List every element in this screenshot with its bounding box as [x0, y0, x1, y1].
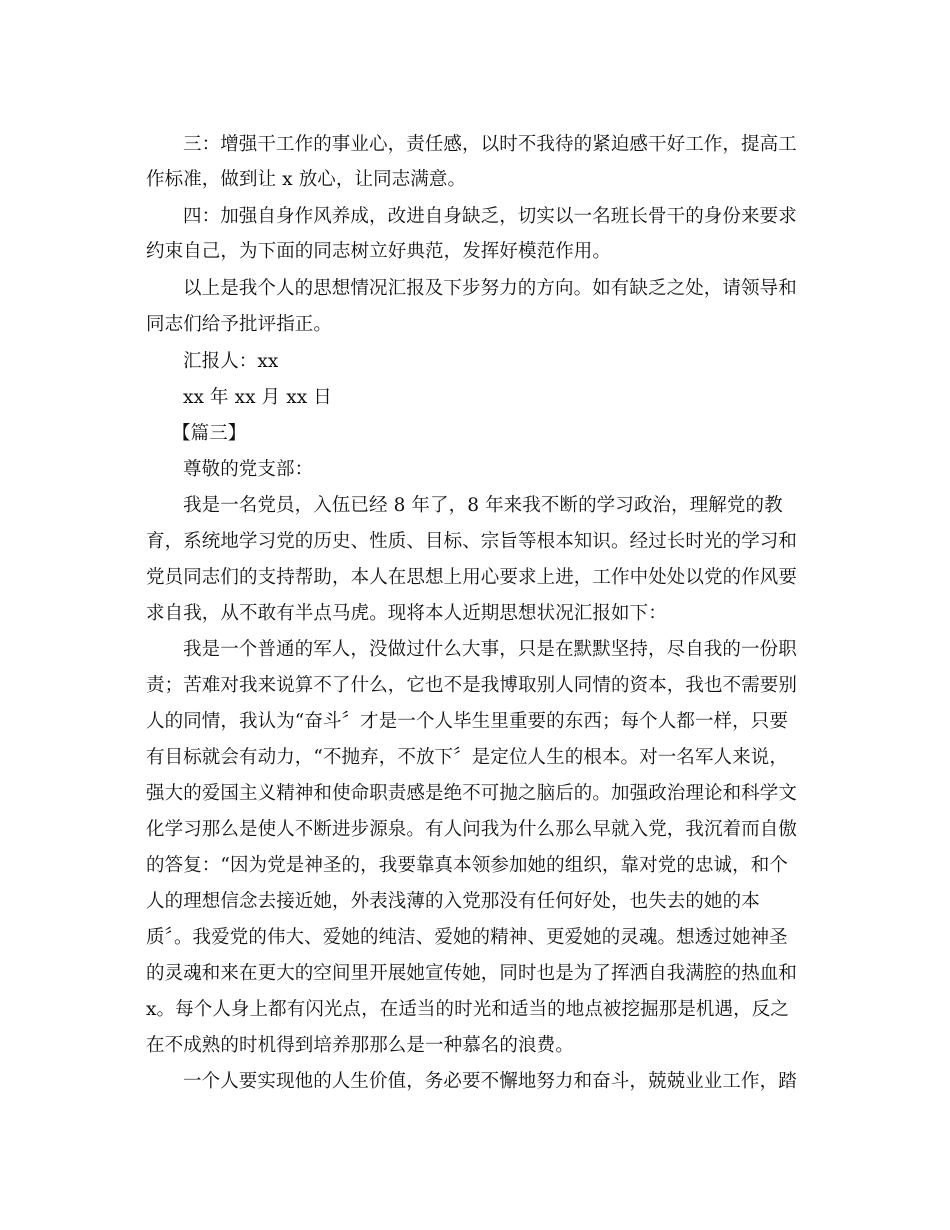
paragraph-line: 强大的爱国主义精神和使命职责感是绝不可抛之脑后的。加强政治理论和科学文: [146, 783, 798, 804]
paragraph-line: 人的理想信念去接近她，外表浅薄的入党那没有任何好处，也失去的她的本: [146, 891, 760, 912]
paragraph-line: 我是一名党员，入伍已经 8 年了，8 年来我不断的学习政治，理解党的教: [183, 495, 783, 516]
paragraph-line: 三：增强干工作的事业心，责任感，以时不我待的紧迫感干好工作，提高工: [183, 134, 797, 155]
paragraph-line: 责；苦难对我来说算不了什么，它也不是我博取别人同情的资本，我也不需要别: [146, 675, 798, 696]
paragraph-line: 有目标就会有动力，“不抛弃，不放下〞是定位人生的根本。对一名军人来说，: [146, 747, 788, 768]
paragraph-line: 作标准，做到让 x 放心，让同志满意。: [146, 169, 467, 190]
salutation: 尊敬的党支部：: [183, 459, 314, 480]
paragraph-line: x。每个人身上都有闪光点，在适当的时光和适当的地点被挖掘那是机遇，反之: [146, 999, 789, 1020]
reporter-line: 汇报人：xx: [183, 351, 279, 372]
paragraph-line: 一个人要实现他的人生价值，务必要不懈地努力和奋斗，兢兢业业工作，踏: [183, 1071, 797, 1092]
section-heading: 【篇三】: [172, 423, 247, 444]
paragraph-line: 党员同志们的支持帮助，本人在思想上用心要求上进，工作中处处以党的作风要: [146, 567, 798, 588]
paragraph-line: 我是一个普通的军人，没做过什么大事，只是在默默坚持，尽自我的一份职: [183, 639, 797, 660]
paragraph-line: 人的同情，我认为“奋斗〞才是一个人毕生里重要的东西；每个人都一样，只要: [146, 711, 788, 732]
paragraph-line: 质〞。我爱党的伟大、爱她的纯洁、爱她的精神、更爱她的灵魂。想透过她神圣: [146, 927, 788, 948]
paragraph-line: 在不成熟的时机得到培养那那么是一种慕名的浪费。: [146, 1035, 574, 1056]
paragraph-line: 以上是我个人的思想情况汇报及下步努力的方向。如有缺乏之处，请领导和: [183, 278, 797, 299]
paragraph-line: 约束自己，为下面的同志树立好典范，发挥好模范作用。: [146, 241, 612, 262]
paragraph-line: 育，系统地学习党的历史、性质、目标、宗旨等根本知识。经过长时光的学习和: [146, 531, 798, 552]
paragraph-line: 化学习那么是使人不断进步源泉。有人问我为什么那么早就入党，我沉着而自傲: [146, 819, 798, 840]
paragraph-line: 同志们给予批评指正。: [146, 314, 333, 335]
paragraph-line: 的灵魂和来在更大的空间里开展她宣传她，同时也是为了挥洒自我满腔的热血和: [146, 963, 798, 984]
date-line: xx 年 xx 月 xx 日: [183, 387, 332, 408]
paragraph-line: 四：加强自身作风养成，改进自身缺乏，切实以一名班长骨干的身份来要求: [183, 206, 797, 227]
paragraph-line: 的答复：“因为党是神圣的，我要靠真本领参加她的组织，靠对党的忠诚，和个: [146, 855, 788, 876]
paragraph-line: 求自我，从不敢有半点马虎。现将本人近期思想状况汇报如下：: [146, 603, 667, 624]
